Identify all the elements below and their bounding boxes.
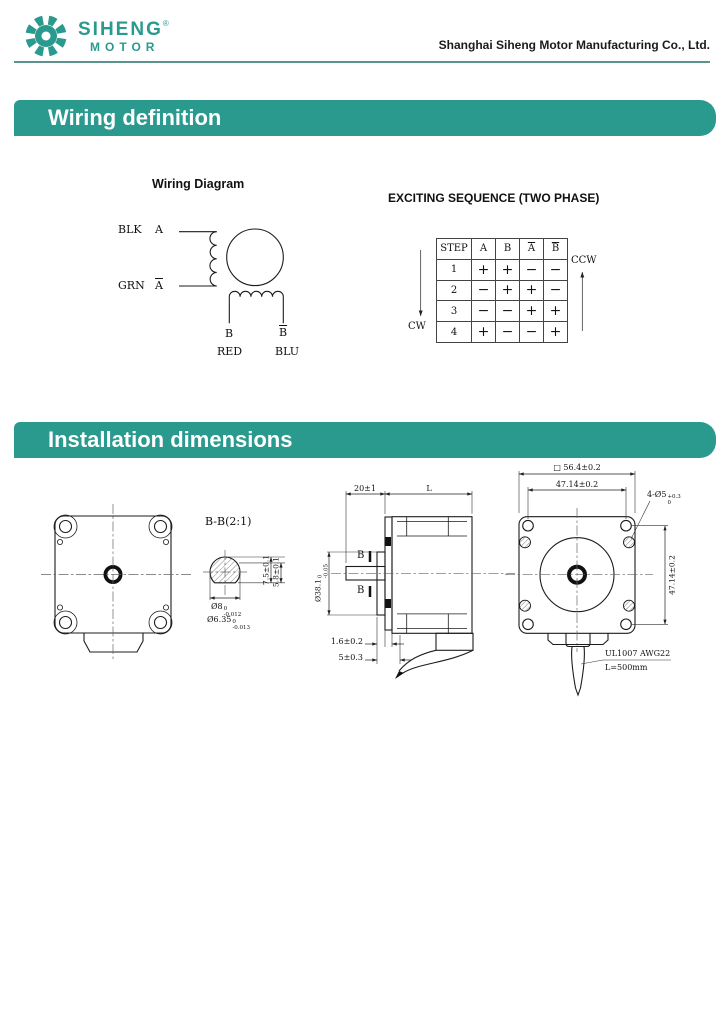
wire-spec-label: UL1007 AWG22	[605, 649, 671, 658]
lead-label-blu: BLU	[275, 345, 300, 358]
sign-cell: −	[544, 280, 568, 301]
lead-label-blk: BLK	[118, 223, 142, 236]
side-view-drawing	[315, 465, 520, 695]
shaft-section-drawing	[195, 510, 310, 645]
table-row	[437, 259, 568, 280]
sign-cell: −	[496, 301, 520, 322]
exciting-sequence-table	[436, 238, 568, 343]
table-row	[437, 280, 568, 301]
cw-label: CW	[408, 321, 426, 332]
dim-shaft-flat: 5.8±0.1	[271, 556, 281, 588]
sign-cell: +	[496, 259, 520, 280]
registered-mark: ®	[162, 18, 169, 28]
phase-label-b: B	[225, 327, 234, 340]
sign-cell: +	[520, 280, 544, 301]
sign-cell: +	[520, 301, 544, 322]
dim-shaft-dia-8: Ø8 0 -0.012	[211, 602, 242, 618]
phase-label-a: A	[155, 223, 163, 236]
dim-pilot-dia: Ø38.1 0 -0.05	[313, 564, 329, 602]
sign-cell: +	[544, 322, 568, 343]
sign-cell: −	[472, 280, 496, 301]
sign-cell: +	[544, 301, 568, 322]
front-view-art	[40, 498, 205, 673]
wiring-diagram	[100, 170, 400, 370]
wire-length-label: L=500mm	[605, 663, 648, 672]
dim-frame-square: □ 56.4±0.2	[553, 463, 601, 472]
rear-view-art	[505, 458, 724, 698]
dim-body-length: L	[426, 484, 432, 493]
logo-line1: SIHENG	[78, 18, 163, 40]
dim-mounting-holes: 4-Ø5 +0.3 0	[647, 490, 681, 506]
phase-label-b-bar: $\overline{B}$	[279, 326, 288, 339]
sign-cell: −	[472, 301, 496, 322]
wiring-diagram-title: Wiring Diagram	[152, 177, 245, 191]
sign-cell: −	[544, 259, 568, 280]
section-mark-b-top: B	[357, 550, 365, 561]
front-view-drawing	[40, 498, 205, 673]
gear-logo-icon	[20, 10, 72, 62]
dim-hole-spacing-v: 47.14±0.2	[667, 555, 677, 595]
step-cell: 2	[437, 280, 472, 301]
table-row	[437, 322, 568, 343]
header-step: STEP	[437, 239, 472, 260]
header-b: B	[496, 239, 520, 260]
exciting-sequence	[380, 188, 680, 353]
lead-label-red: RED	[217, 345, 243, 358]
dim-boss-height: 5±0.3	[338, 653, 363, 662]
wiring-diagram-art	[100, 170, 400, 370]
logo-text	[78, 20, 169, 53]
header-a: A	[472, 239, 496, 260]
exciting-sequence-title: EXCITING SEQUENCE (TWO PHASE)	[388, 191, 600, 205]
phase-label-a-bar: $\overline{A}$	[155, 279, 163, 292]
dim-shaft-height: 7.5±0.1	[261, 554, 271, 586]
logo-line2: MOTOR	[90, 39, 160, 54]
table-row	[437, 301, 568, 322]
section-mark-b-bottom: B	[357, 585, 365, 596]
sign-cell: −	[496, 322, 520, 343]
sign-cell: +	[496, 280, 520, 301]
step-cell: 4	[437, 322, 472, 343]
sign-cell: −	[520, 259, 544, 280]
table-header-row	[437, 239, 568, 260]
rear-view-drawing	[505, 458, 724, 698]
section-view-title: B-B(2:1)	[205, 515, 252, 528]
dim-hole-spacing-h: 47.14±0.2	[555, 480, 599, 489]
dim-flange-thickness: 1.6±0.2	[330, 637, 363, 646]
step-cell: 1	[437, 259, 472, 280]
step-cell: 3	[437, 301, 472, 322]
header-divider	[14, 61, 710, 63]
header-a-bar: $\overline{A}$	[520, 239, 544, 260]
ccw-label: CCW	[571, 255, 597, 266]
sign-cell: −	[520, 322, 544, 343]
lead-label-grn: GRN	[118, 279, 145, 292]
header-b-bar: $\overline{B}$	[544, 239, 568, 260]
section-banner-wiring: Wiring definition	[14, 100, 716, 136]
company-name: Shanghai Siheng Motor Manufacturing Co., Ltd.	[438, 38, 710, 52]
dim-shaft-dia-635: Ø6.35 0 -0.013	[207, 615, 250, 631]
dim-shaft-length: 20±1	[354, 484, 376, 493]
section-banner-installation: Installation dimensions	[14, 422, 716, 458]
company-logo	[20, 10, 169, 62]
sign-cell: +	[472, 259, 496, 280]
sign-cell: +	[472, 322, 496, 343]
